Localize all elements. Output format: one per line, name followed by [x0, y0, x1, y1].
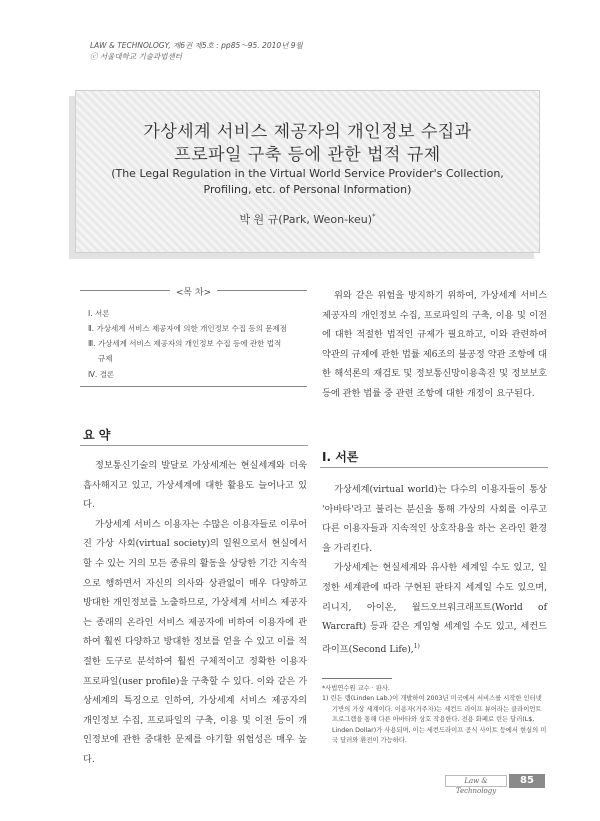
- intro-paragraph-1: 가상세계(virtual world)는 다수의 이용자들이 통상 '아바타'라고 불리는 분신을 통해 가상의 사회를 이루고 다른 이용자들과 지속적인 상호작용을 하는 온라인 환경을 가리킨다.: [322, 484, 547, 554]
- korean-title-line-1: 가상세계 서비스 제공자의 개인정보 수집과: [143, 122, 472, 142]
- intro-paragraph-2: [322, 558, 547, 659]
- english-title-line-1: (The Legal Regulation in the Virtual World Service Provider's Collection,: [111, 167, 504, 180]
- author-footnote-mark: *: [372, 212, 376, 221]
- intro-heading: Ⅰ. 서론: [322, 450, 359, 464]
- footnote-1: 1) 린든 랩(Linden Lab.)이 개발하여 2003년 미국에서 서비스를 시작한 인터넷 기반의 가상 세계이다. 이용자(거주자)는 세컨드 라이프 뷰어라는 클라이언트 프로그램을 통해 다른 아바타와 상호 작용한다. 전용 화폐로 린든 달러(L$, Linden Dollar)가 사용되며, 이는 세컨드라이프 공식 사이트 등에서 현실의 미국 달러와 환전이 가능하다.: [322, 695, 547, 745]
- footnote-ref-1[interactable]: 1): [413, 642, 420, 650]
- english-title-line-2: Profiling, etc. of Personal Information): [203, 183, 412, 196]
- intro-paragraph-2-text: 가상세계는 현실세계와 유사한 세계일 수도 있고, 일정한 세계관에 따라 구현된 판타지 세계일 수도 있으며, 리니지, 아이온, 월드오브워크래프트(World of Warcraft) 등과 같은 게임형 세계일 수도 있고, 세컨드라이프(Second Life),: [322, 562, 547, 655]
- footnote-author: *사법연수원 교수 · 판사.: [322, 685, 390, 692]
- abstract-paragraph-2: 가상세계 서비스 이용자는 수많은 이용자들로 이루어진 가상 사회(virtual society)의 일원으로서 현실에서 할 수 있는 거의 모든 종류의 활동을 상당한 기간 지속적으로 행하면서 자신의 의사와 상관없이 매우 다양하고 방대한 개인정보를 노출하므로, 가상세계 서비스 제공자는 종래의 온라인 서비스 제공자에 비하여 이용자에 관하여 훨씬 다양하고 방대한 정보를 얻을 수 있고 이를 적절한 도구로 분석하여 훨씬 구체적이고 정확한 이용자 프로파일(user profile)을 구축할 수 있다. 이와 같은 가상세계의 특징으로 인하여, 가상세계 서비스 제공자의 개인정보 수집, 프로파일의 구축, 이용 및 이전 등이 개인정보에 관한 중대한 문제를 야기할 위험성은 매우 높다.: [83, 518, 307, 765]
- toc-item-3: Ⅲ. 가상세계 서비스 제공자의 개인정보 수집 등에 관한 법적: [88, 339, 282, 348]
- intro-body: [322, 480, 547, 659]
- toc-item-1: Ⅰ. 서론: [88, 309, 110, 318]
- abstract-paragraph-1: 정보통신기술의 발달로 가상세계는 현실세계와 더욱 흡사해지고 있고, 가상세계에 대한 활용도 늘어나고 있다.: [83, 460, 307, 511]
- footnote-divider: [322, 678, 392, 679]
- right-continuation: [322, 286, 547, 404]
- continuation-paragraph: 위와 같은 위험을 방지하기 위하여, 가상세계 서비스 제공자의 개인정보 수집, 프로파일의 구축, 이용 및 이전에 대한 적절한 법적인 규제가 필요하고, 이와 관련하여 약관의 규제에 관한 법률 제6조의 불공정 약관 조항에 대한 해석론의 재검토 및 정보통신망이용촉진 및 정보보호 등에 관한 법률 중 관련 조항에 대한 개정이 요구된다.: [322, 290, 547, 399]
- page-footer: [445, 774, 545, 795]
- toc-item-2: Ⅱ. 가상세계 서비스 제공자에 의한 개인정보 수집 등의 문제점: [88, 324, 288, 333]
- journal-header: [90, 40, 303, 62]
- korean-title-line-2: 프로파일 구축 등에 관한 법적 규제: [174, 145, 441, 165]
- journal-citation: LAW & TECHNOLOGY, 제6권 제5호 : pp85～95. 2010년 9월: [90, 41, 303, 50]
- abstract-body: [83, 456, 307, 770]
- journal-publisher: ⓒ 서울대학교 기술과법센터: [90, 52, 182, 61]
- author-line: [76, 211, 539, 227]
- abstract-heading: 요 약: [83, 428, 111, 442]
- footnotes: [322, 684, 547, 746]
- toc-item-4: Ⅳ. 결론: [88, 370, 115, 379]
- page-number: 85: [509, 774, 545, 788]
- author-name: 박 원 규(Park, Weon-keu): [239, 213, 373, 226]
- title-block: [75, 90, 540, 253]
- toc-heading: <목 차>: [170, 288, 217, 298]
- abstract-rule: [80, 445, 308, 446]
- intro-rule: [320, 467, 548, 468]
- toc-item-3-cont: 규제: [98, 354, 113, 363]
- footer-journal-name: Law & Technology: [445, 775, 507, 787]
- toc-heading-wrap: [80, 285, 307, 298]
- table-of-contents: [80, 290, 307, 387]
